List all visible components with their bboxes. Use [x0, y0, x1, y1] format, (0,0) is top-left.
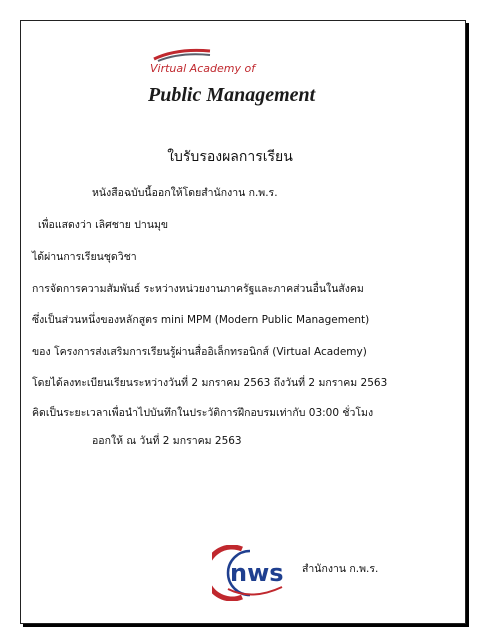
issue-date-line: ออกให้ ณ วันที่ 2 มกราคม 2563	[92, 435, 242, 447]
course-name-line: การจัดการความสัมพันธ์ ระหว่างหน่วยงานภาครัฐและภาคส่วนอื่นในสังคม	[32, 283, 364, 295]
logo-swoosh-icon	[152, 48, 212, 62]
passed-course-line: ได้ผ่านการเรียนชุดวิชา	[32, 251, 137, 263]
svg-text:nws: nws	[230, 559, 284, 587]
program-line: ซึ่งเป็นส่วนหนึ่งของหลักสูตร mini MPM (Modern Public Management)	[32, 314, 370, 326]
duration-line: คิดเป็นระยะเวลาเพื่อนำไปบันทึกในประวัติการฝึกอบรมเท่ากับ 03:00 ชั่วโมง	[32, 407, 374, 419]
logo-title: Public Management	[148, 84, 316, 106]
virtual-academy-logo	[150, 52, 340, 116]
recipient-line: เพื่อแสดงว่า เลิศชาย ปานมุข	[38, 219, 169, 231]
logo-subtitle: Virtual Academy of	[150, 62, 256, 75]
project-line: ของ โครงการส่งเสริมการเรียนรู้ผ่านสื่ออิเล็กทรอนิกส์ (Virtual Academy)	[32, 346, 367, 358]
opdc-seal-logo	[212, 545, 298, 601]
certificate-title: ใบรับรองผลการเรียน	[167, 149, 293, 165]
issuer-line: หนังสือฉบับนี้ออกให้โดยสำนักงาน ก.พ.ร.	[92, 187, 278, 199]
issuing-office: สำนักงาน ก.พ.ร.	[302, 563, 379, 575]
enrollment-period-line: โดยได้ลงทะเบียนเรียนระหว่างวันที่ 2 มกราคม 2563 ถึงวันที่ 2 มกราคม 2563	[32, 377, 388, 389]
